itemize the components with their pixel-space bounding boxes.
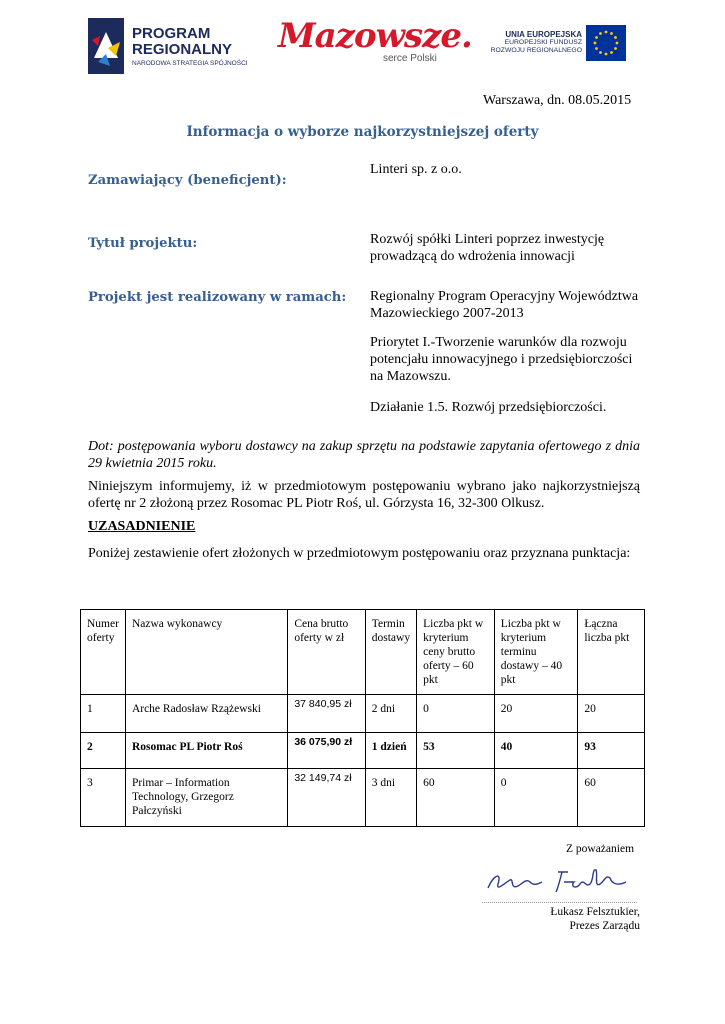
project-value: Rozwój spółki Linteri poprzez inwestycję prowadzącą do wdrożenia innowacji xyxy=(370,232,605,264)
program-line-2: REGIONALNY xyxy=(132,41,233,58)
header-term-points: Liczba pkt w kryterium terminu dostawy – 40 pkt xyxy=(494,610,578,695)
header-total-points: Łączna liczba pkt xyxy=(578,610,645,695)
signer-name: Łukasz Felsztukier, xyxy=(550,906,640,918)
total-points: 60 xyxy=(578,769,645,827)
eu-line-1: UNIA EUROPEJSKA xyxy=(505,30,582,39)
document-title: Informacja o wyborze najkorzystniejszej oferty xyxy=(186,124,539,140)
gross-price: 37 840,95 zł xyxy=(288,695,365,733)
offers-table xyxy=(80,609,645,827)
regards-text: Z poważaniem xyxy=(566,843,635,855)
term-points: 20 xyxy=(494,695,578,733)
gross-price: 32 149,74 zł xyxy=(288,769,365,827)
project-label: Tytuł projektu: xyxy=(88,236,198,251)
action-value: Działanie 1.5. Rozwój przedsiębiorczości. xyxy=(370,400,607,415)
mazowsze-tagline: serce Polski xyxy=(383,53,437,64)
contractor-name: Rosomac PL Piotr Roś xyxy=(125,733,287,769)
header-offer-number: Numer oferty xyxy=(81,610,126,695)
contractor-name: Arche Radosław Rzążewski xyxy=(125,695,287,733)
header-price-points: Liczba pkt w kryterium ceny brutto oferty – 60 pkt xyxy=(417,610,495,695)
program-line-3: NARODOWA STRATEGIA SPÓJNOŚCI xyxy=(132,60,248,67)
eu-line-3: ROZWOJU REGIONALNEGO xyxy=(490,47,582,54)
program-regionalny-logo xyxy=(88,18,268,76)
table-row xyxy=(81,695,645,733)
buyer-value: Linteri sp. z o.o. xyxy=(370,162,462,177)
price-points: 60 xyxy=(417,769,495,827)
offer-number: 3 xyxy=(81,769,126,827)
eu-logo-text xyxy=(487,31,582,55)
table-header-row xyxy=(81,610,645,695)
document-date: Warszawa, dn. 08.05.2015 xyxy=(483,93,632,108)
mazowsze-logo: Mazowsze. xyxy=(278,16,472,56)
eu-line-2: EUROPEJSKI FUNDUSZ xyxy=(504,39,582,46)
table-row xyxy=(81,769,645,827)
offer-number: 2 xyxy=(81,733,126,769)
term-points: 40 xyxy=(494,733,578,769)
total-points: 93 xyxy=(578,733,645,769)
price-points: 53 xyxy=(417,733,495,769)
signature-icon xyxy=(480,860,640,900)
delivery-term: 2 dni xyxy=(365,695,416,733)
eu-flag-icon xyxy=(586,25,626,61)
header-contractor-name: Nazwa wykonawcy xyxy=(125,610,287,695)
header-delivery-term: Termin dostawy xyxy=(365,610,416,695)
delivery-term: 1 dzień xyxy=(365,733,416,769)
price-points: 0 xyxy=(417,695,495,733)
total-points: 20 xyxy=(578,695,645,733)
signer-role: Prezes Zarządu xyxy=(569,920,640,932)
priority-value: Priorytet I.-Tworzenie warunków dla rozwoju potencjału innowacyjnego i przedsiębiorczości na Mazowszu. xyxy=(370,335,633,384)
header-gross-price: Cena brutto oferty w zł xyxy=(288,610,365,695)
concerns-paragraph: Dot: postępowania wyboru dostawcy na zakup sprzętu na podstawie zapytania ofertowego z dnia 29 kwietnia 2015 roku. xyxy=(88,439,640,471)
signature-line xyxy=(482,902,637,903)
signer-block xyxy=(540,905,640,933)
gross-price: 36 075,90 zł xyxy=(288,733,365,769)
buyer-label: Zamawiający (beneficjent): xyxy=(88,173,287,188)
contractor-name: Primar – Information Technology, Grzegorz Pałczyński xyxy=(125,769,287,827)
term-points: 0 xyxy=(494,769,578,827)
justification-heading: UZASADNIENIE xyxy=(88,519,196,534)
program-line-1: PROGRAM xyxy=(132,25,211,42)
table-row-selected xyxy=(81,733,645,769)
program-label: Projekt jest realizowany w ramach: xyxy=(88,290,347,305)
program-regionalny-emblem-icon xyxy=(88,18,128,76)
program-value: Regionalny Program Operacyjny Województwa Mazowieckiego 2007-2013 xyxy=(370,289,639,321)
summary-intro: Poniżej zestawienie ofert złożonych w przedmiotowym postępowaniu oraz przyznana punktacja: xyxy=(88,546,631,561)
offer-number: 1 xyxy=(81,695,126,733)
announcement-paragraph: Niniejszym informujemy, iż w przedmiotowym postępowaniu wybrano jako najkorzystniejszą ofertę nr 2 złożoną przez Rosomac PL Piotr Roś, ul. Górzysta 16, 32-300 Olkusz. xyxy=(88,479,640,511)
delivery-term: 3 dni xyxy=(365,769,416,827)
